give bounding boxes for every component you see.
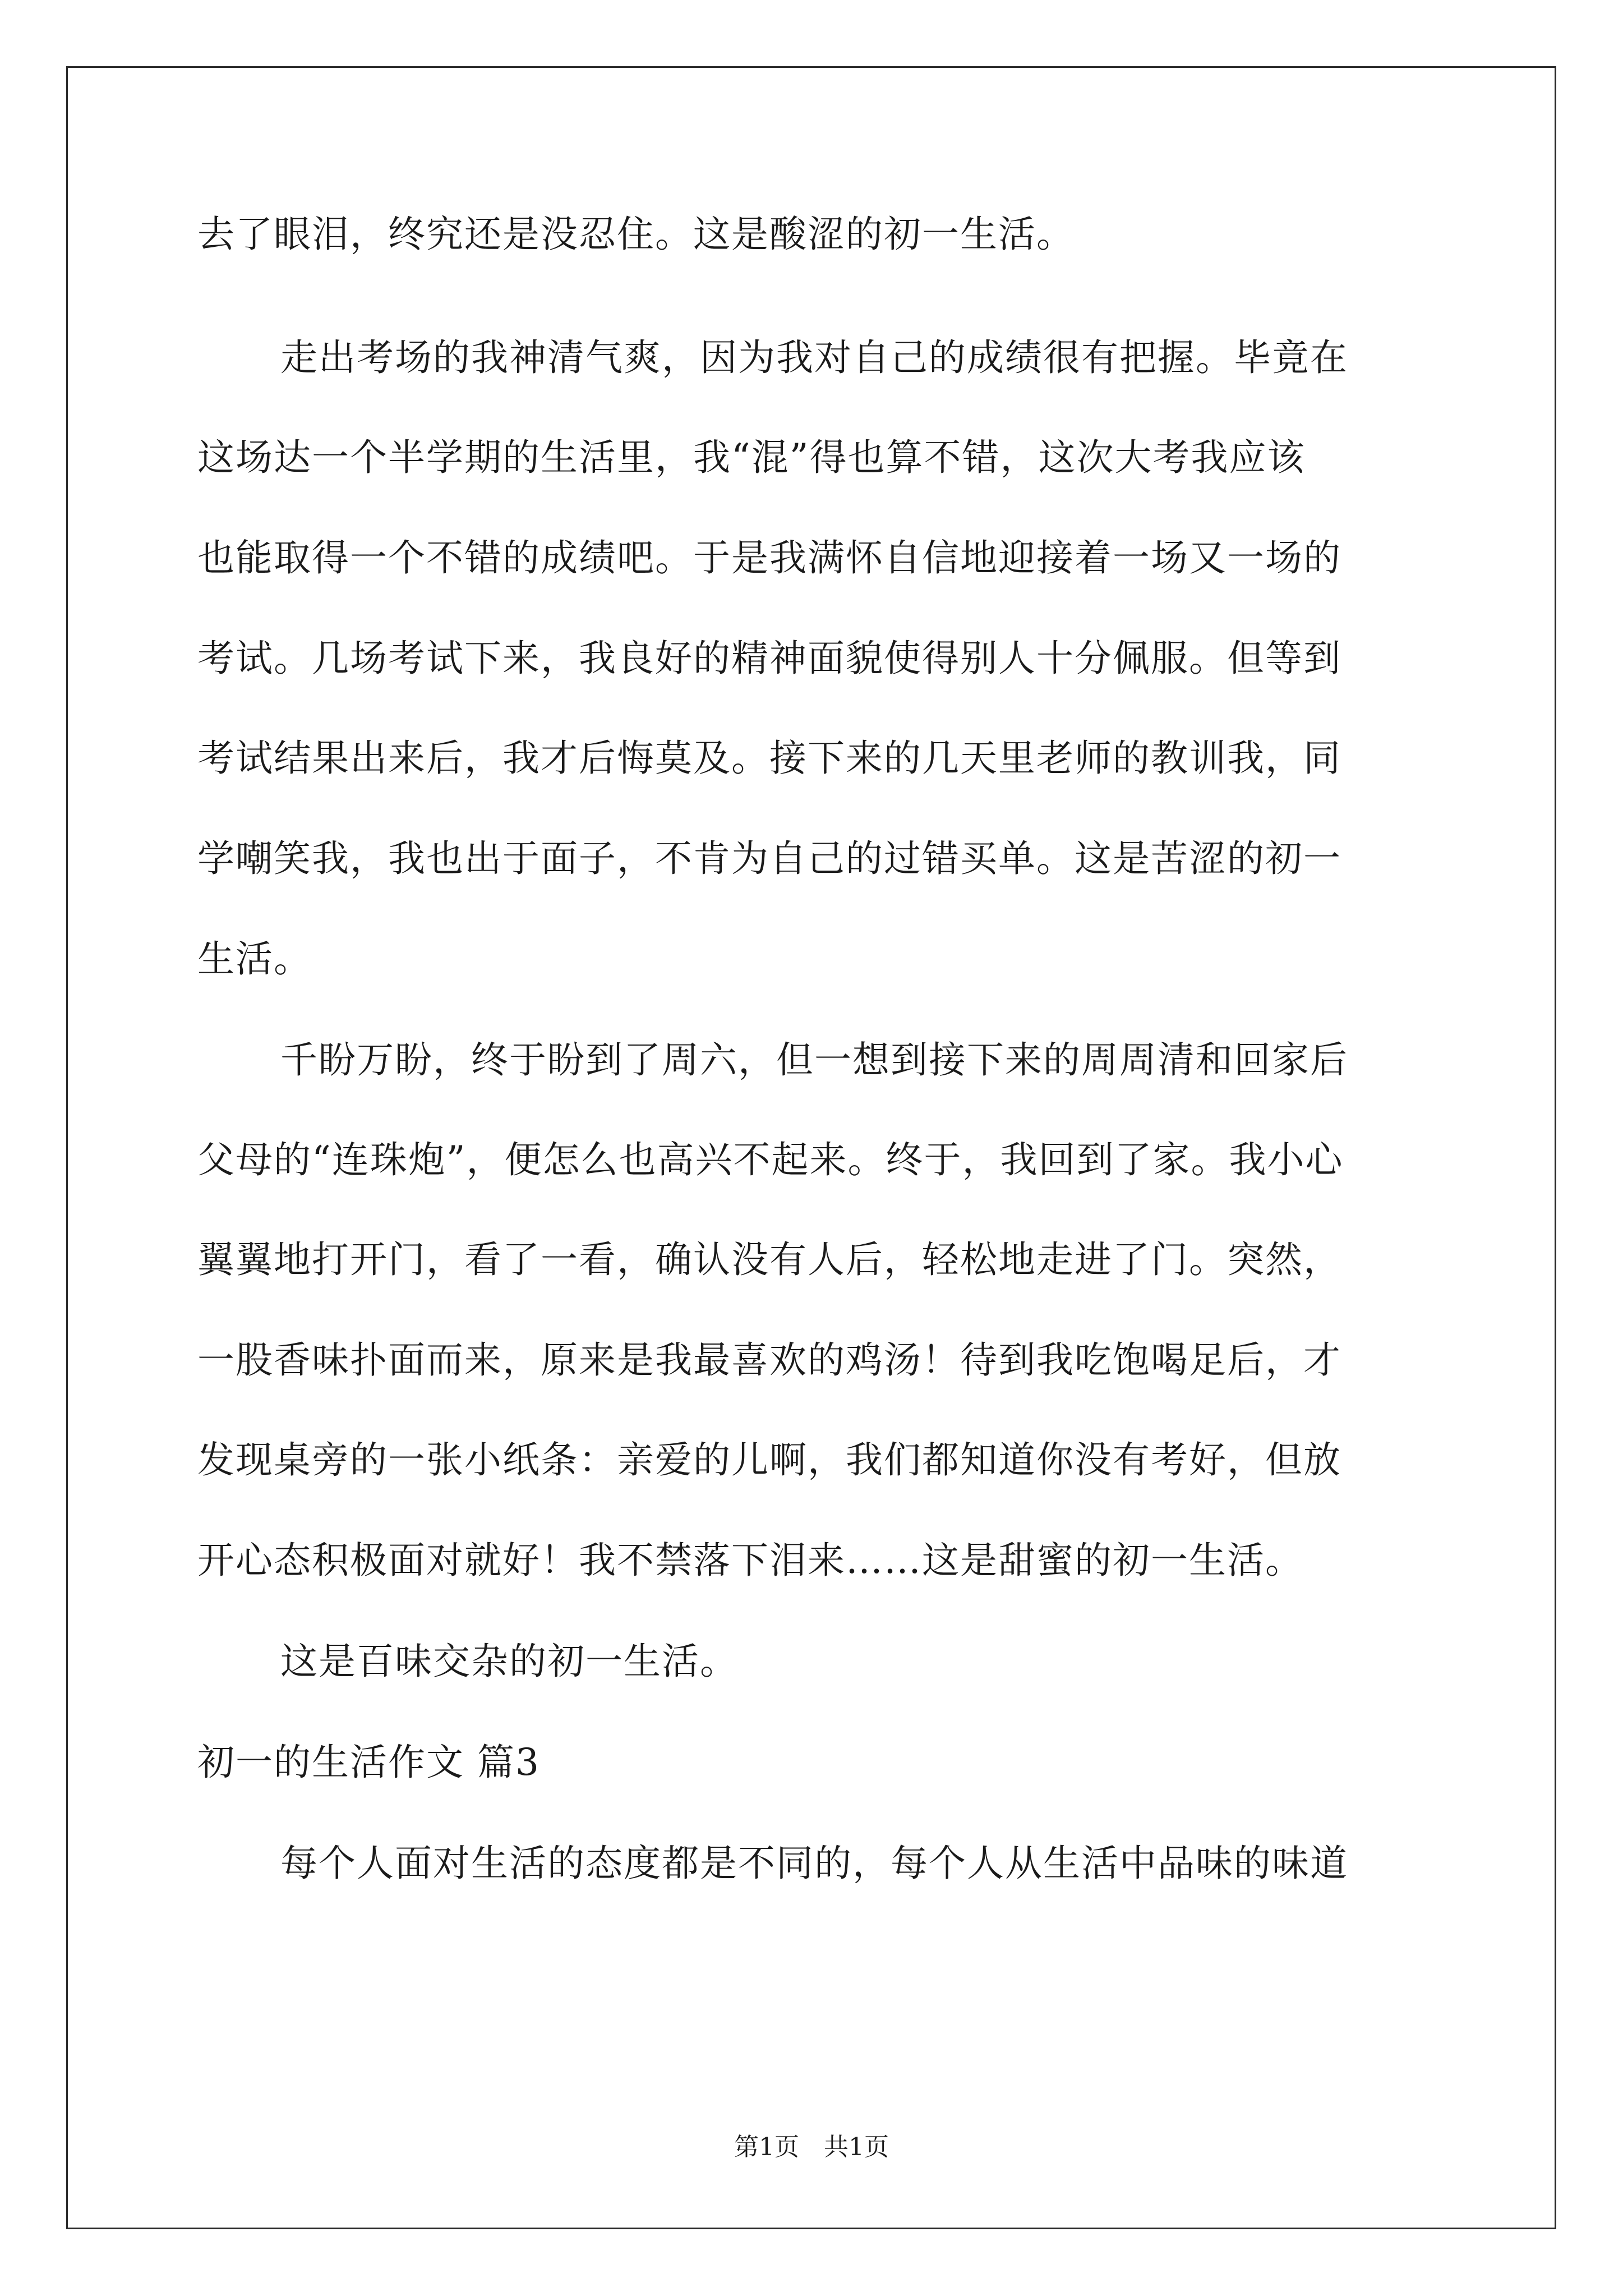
text-line-14: 开心态积极面对就好！我不禁落下泪来……这是甜蜜的初一生活。: [197, 1539, 1303, 1582]
text-line-15: 这是百味交杂的初一生活。: [280, 1640, 738, 1683]
text-line-17: 每个人面对生活的态度都是不同的，每个人从生活中品味的味道: [280, 1842, 1348, 1885]
text-line-8: 生活。: [197, 937, 312, 981]
text-line-13: 发现桌旁的一张小纸条：亲爱的儿啊，我们都知道你没有考好，但放: [197, 1438, 1341, 1481]
text-line-4: 也能取得一个不错的成绩吧。于是我满怀自信地迎接着一场又一场的: [197, 536, 1341, 579]
text-line-12: 一股香味扑面而来，原来是我最喜欢的鸡汤！待到我吃饱喝足后，才: [197, 1338, 1341, 1382]
text-line-11: 翼翼地打开门，看了一看，确认没有人后，轻松地走进了门。突然，: [197, 1238, 1341, 1281]
text-line-1: 去了眼泪，终究还是没忍住。这是酸涩的初一生活。: [197, 213, 1075, 256]
text-line-9: 千盼万盼，终于盼到了周六，但一想到接下来的周周清和回家后: [280, 1038, 1348, 1082]
text-line-2: 走出考场的我神清气爽，因为我对自己的成绩很有把握。毕竟在: [280, 336, 1348, 379]
text-line-3: 这场达一个半学期的生活里，我“混”得也算不错，这次大考我应该: [197, 436, 1306, 479]
text-line-10: 父母的“连珠炮”，便怎么也高兴不起来。终于，我回到了家。我小心: [197, 1138, 1344, 1181]
text-line-5: 考试。几场考试下来，我良好的精神面貌使得别人十分佩服。但等到: [197, 637, 1341, 680]
text-line-6: 考试结果出来后，我才后悔莫及。接下来的几天里老师的教训我，同: [197, 737, 1341, 780]
section-heading: 初一的生活作文 篇3: [197, 1741, 540, 1784]
text-line-7: 学嘲笑我，我也出于面子，不肯为自己的过错买单。这是苦涩的初一: [197, 837, 1341, 880]
page-footer: 第1页 共1页: [734, 2133, 889, 2161]
